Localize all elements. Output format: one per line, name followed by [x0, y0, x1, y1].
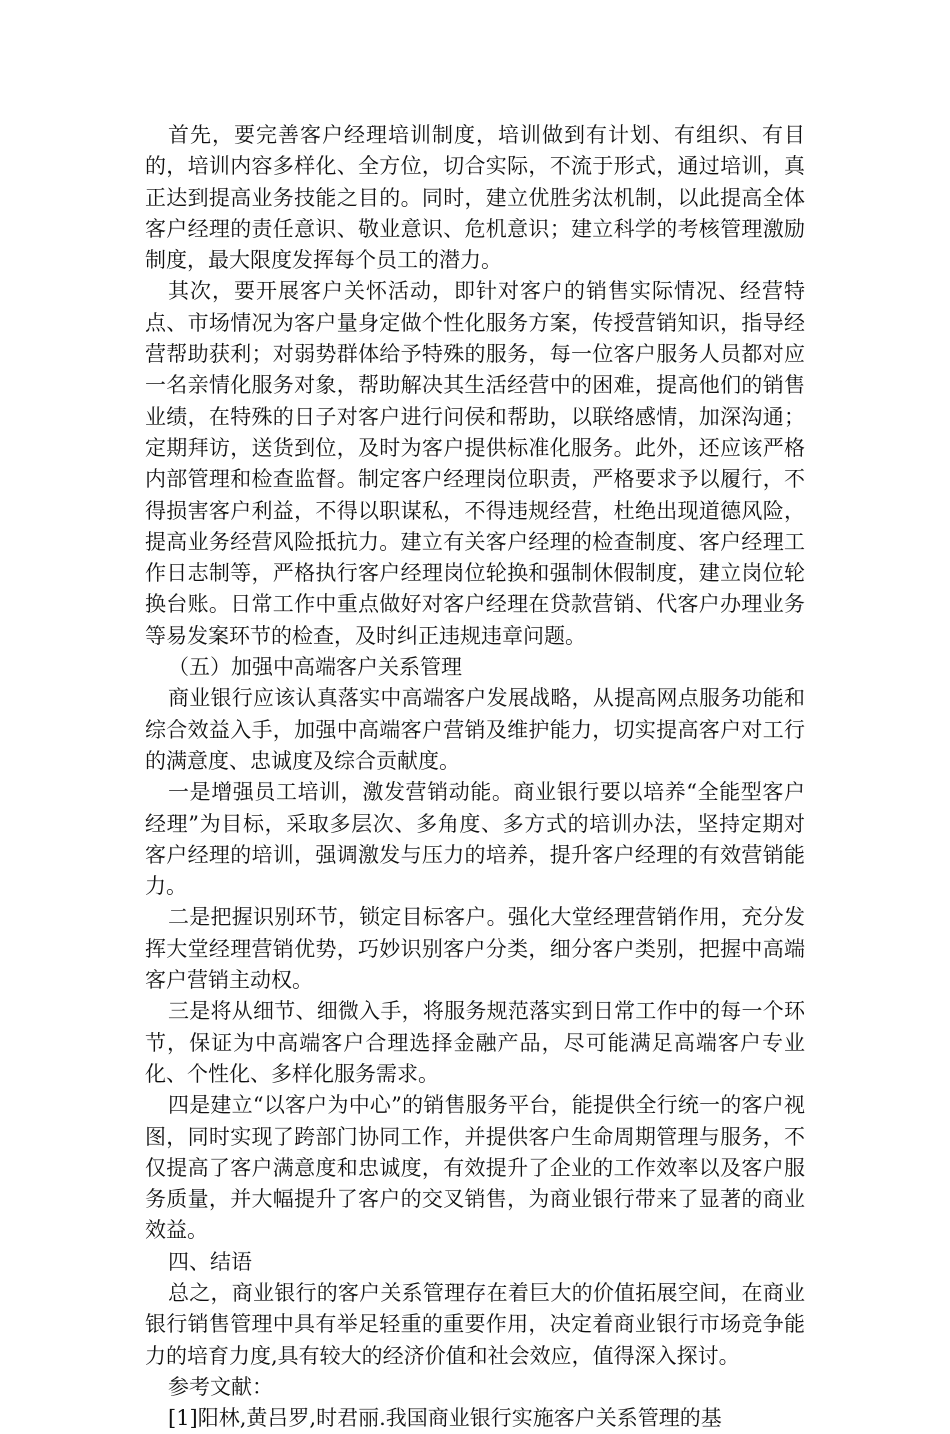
paragraph-customer-care: 其次，要开展客户关怀活动，即针对客户的销售实际情况、经营特点、市场情况为客户量身定做个性化服务方案，传授营销知识，指导经营帮助获利；对弱势群体给予特殊的服务，每一位客户服务人员都对应一名亲情化服务对象，帮助解决其生活经营中的困难，提高他们的销售业绩，在特殊的日子对客户进行问侯和帮助，以联络感情，加深沟通；定期拜访，送货到位，及时为客户提供标准化服务。此外，还应该严格内部管理和检查监督。制定客户经理岗位职责，严格要求予以履行，不得损害客户利益，不得以职谋私，不得违规经营，杜绝出现道德风险，提高业务经营风险抵抗力。建立有关客户经理的检查制度、客户经理工作日志制等，严格执行客户经理岗位轮换和强制休假制度，建立岗位轮换台账。日常工作中重点做好对客户经理在贷款营销、代客户办理业务等易发案环节的检查，及时纠正违规违章问题。 [145, 279, 805, 648]
paragraph-point-two: 二是把握识别环节，锁定目标客户。强化大堂经理营销作用，充分发挥大堂经理营销优势，巧妙识别客户分类，细分客户类别，把握中高端客户营销主动权。 [145, 905, 805, 993]
references-heading: 参考文献： [168, 1374, 273, 1399]
paragraph-conclusion: 总之，商业银行的客户关系管理存在着巨大的价值拓展空间，在商业银行销售管理中具有举足轻重的重要作用，决定着商业银行市场竞争能力的培育力度,具有较大的经济价值和社会效应，值得深入探讨。 [145, 1280, 805, 1368]
paragraph-point-one: 一是增强员工培训，激发营销动能。商业银行要以培养“全能型客户经理”为目标，采取多层次、多角度、多方式的培训办法，坚持定期对客户经理的培训，强调激发与压力的培养，提升客户经理的有效营销能力。 [145, 780, 805, 899]
section-heading-conclusion: 四、结语 [168, 1249, 252, 1274]
document-body [145, 120, 805, 1434]
paragraph-training-system: 首先，要完善客户经理培训制度，培训做到有计划、有组织、有目的，培训内容多样化、全方位，切合实际，不流于形式，通过培训，真正达到提高业务技能之目的。同时，建立优胜劣汰机制，以此提高全体客户经理的责任意识、敬业意识、危机意识；建立科学的考核管理激励制度，最大限度发挥每个员工的潜力。 [145, 123, 805, 273]
section-heading-high-end-clients: （五）加强中高端客户关系管理 [168, 655, 462, 680]
paragraph-point-four: 四是建立“以客户为中心”的销售服务平台，能提供全行统一的客户视图，同时实现了跨部门协同工作，并提供客户生命周期管理与服务，不仅提高了客户满意度和忠诚度，有效提升了企业的工作效率以及客户服务质量，并大幅提升了客户的交叉销售，为商业银行带来了显著的商业效益。 [145, 1093, 805, 1243]
paragraph-high-end-strategy: 商业银行应该认真落实中高端客户发展战略，从提高网点服务功能和综合效益入手，加强中高端客户营销及维护能力，切实提高客户对工行的满意度、忠诚度及综合贡献度。 [145, 686, 805, 773]
paragraph-point-three: 三是将从细节、细微入手，将服务规范落实到日常工作中的每一个环节，保证为中高端客户合理选择金融产品，尽可能满足高端客户专业化、个性化、多样化服务需求。 [145, 999, 805, 1086]
reference-item: [1]阳林,黄吕罗,时君丽.我国商业银行实施客户关系管理的基 [168, 1406, 722, 1431]
